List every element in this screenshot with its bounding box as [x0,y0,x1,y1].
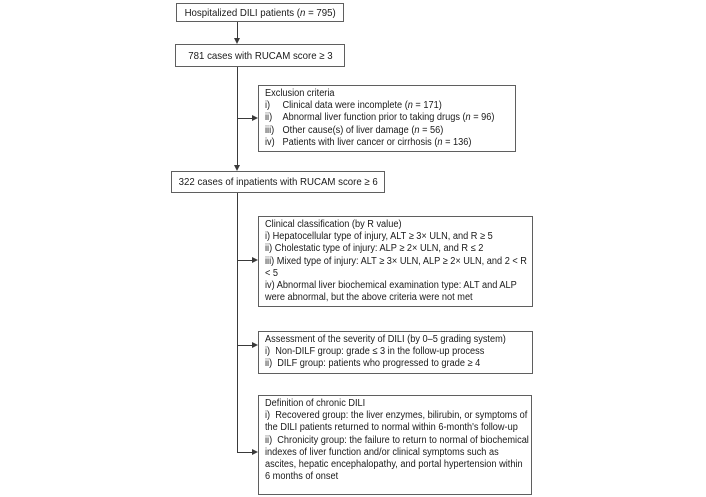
box-exclusion-criteria [258,85,516,152]
item-numeral: ii) [265,112,273,124]
severity-item: i) Non-DILF group: grade ≤ 3 in the follow-up process [265,346,485,358]
item-text: Other cause(s) of liver damage (n = 56) [282,124,444,136]
exclusion-item [265,112,513,124]
box-rucam-score-3-label: 781 cases with RUCAM score ≥ 3 [187,49,333,62]
chronic-item: ii) Chronicity group: the failure to return to normal of biochemical indexes of liver function and/or clinical symptoms such as ascites, hepatic encephalopathy, and portal hypertension within 6 months of onset [265,434,532,483]
connector-line [237,193,238,453]
box-hospitalized-patients-label: Hospitalized DILI patients (n = 795) [184,6,336,19]
item-text: Clinical data were incomplete (n = 171) [282,100,442,112]
box-clinical-classification [258,216,533,307]
connector-line [237,118,252,119]
box-rucam-score-3 [175,44,345,67]
connector-line [237,452,252,453]
classification-item: iv) Abnormal liver biochemical examination type: ALT and ALP were abnormal, but the above criteria were not met [265,280,520,304]
classification-item: ii) Cholestatic type of injury: ALP ≥ 2× ULN, and R ≤ 2 [265,243,484,255]
box-rucam-score-6 [171,171,385,193]
exclusion-item [265,137,513,149]
connector-line [237,260,252,261]
classification-item: i) Hepatocellular type of injury, ALT ≥ 3× ULN, and R ≥ 5 [265,231,493,243]
item-text: Abnormal liver function prior to taking drugs (n = 96) [282,112,495,124]
classification-item: iii) Mixed type of injury: ALT ≥ 3× ULN, ALP ≥ 2× ULN, and 2 < R < 5 [265,255,530,279]
exclusion-criteria-title: Exclusion criteria [265,88,335,99]
box-chronic-dili-definition [258,395,532,495]
item-numeral: iii) [265,124,275,136]
connector-line [237,345,252,346]
clinical-classification-title: Clinical classification (by R value) [265,219,402,230]
box-hospitalized-patients [176,3,344,22]
connector-line [237,67,238,165]
chronic-dili-definition-title: Definition of chronic DILI [265,398,366,409]
box-rucam-score-6-label: 322 cases of inpatients with RUCAM score ≥ 6 [178,176,378,188]
exclusion-item [265,100,513,112]
severity-item: ii) DILF group: patients who progressed to grade ≥ 4 [265,358,481,370]
item-text: Patients with liver cancer or cirrhosis (n = 136) [282,136,472,148]
item-numeral: iv) [265,136,275,148]
exclusion-item [265,125,513,137]
severity-assessment-title: Assessment of the severity of DILI (by 0–5 grading system) [265,334,506,345]
item-numeral: i) [265,100,271,112]
connector-line [237,22,238,39]
box-severity-assessment [258,331,533,374]
chronic-item: i) Recovered group: the liver enzymes, bilirubin, or symptoms of the DILI patients returned to normal within 6-month's follow-up [265,410,530,434]
